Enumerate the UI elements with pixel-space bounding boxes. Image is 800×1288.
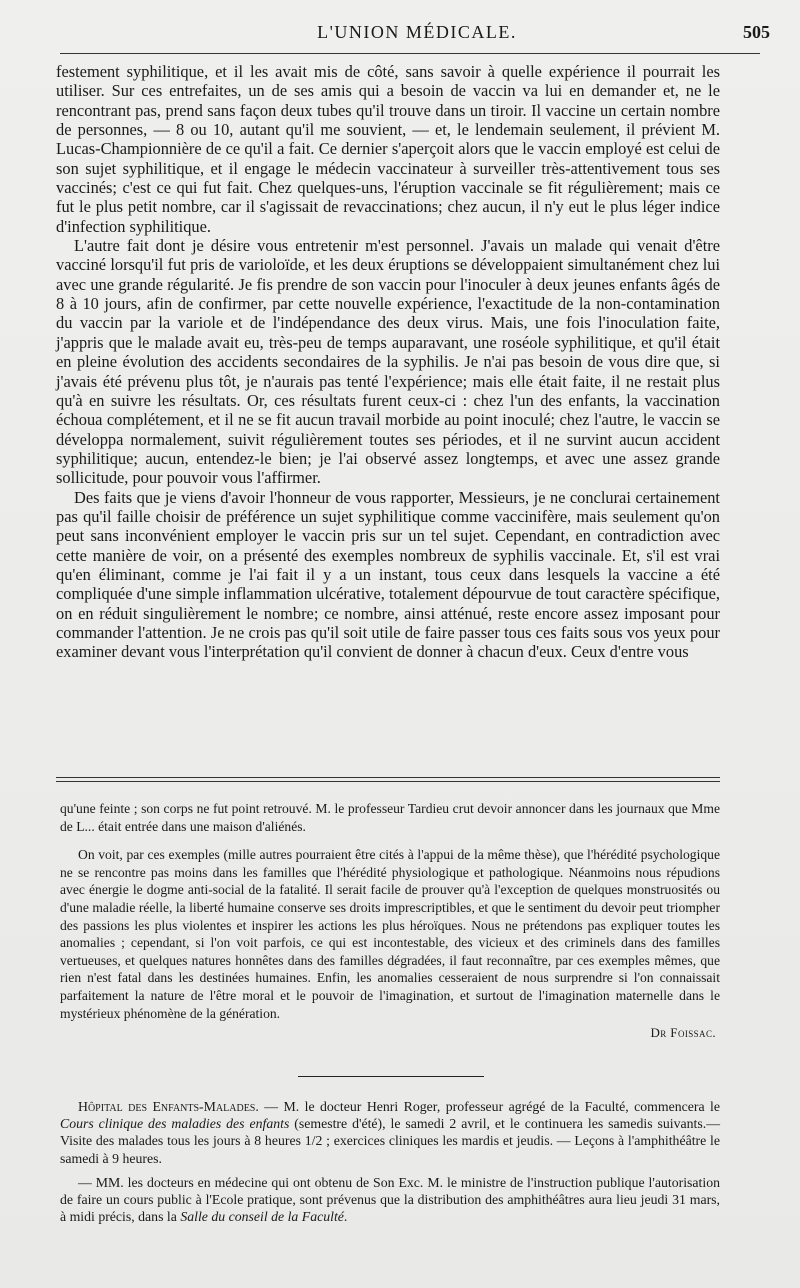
notice-mm-place: Salle du conseil de la Faculté: [180, 1209, 344, 1225]
footnote-paragraph-1: qu'une feinte ; son corps ne fut point retrouvé. M. le professeur Tardieu crut devoir annoncer dans les journaux que Mme de L... était entrée dans une maison d'aliénés.: [60, 801, 720, 834]
page-header: [56, 18, 778, 48]
notice-hopital-text-1: — M. le docteur Henri Roger, professeur agrégé de la Faculté, commencera le: [258, 1099, 720, 1114]
main-paragraph-2: L'autre fait dont je désire vous entretenir m'est personnel. J'avais un malade qui venait d'être vacciné lorsqu'il fut pris de varioloïde, et les deux éruptions se développaient simultanément chez lui avec une grande régularité. Je fis prendre de son vaccin pour l'inoculer à deux jeunes enfants âgés de 8 à 10 jours, afin de confirmer, par cette nouvelle expérience, l'exactitude de la non-contamination du vaccin par la variole et de l'indépendance des deux virus. Mais, une fois l'inoculation faite, j'appris que le malade avait eu, très-peu de temps auparavant, une roséole syphilitique, et qu'il était en pleine évolution des accidents secondaires de la syphilis. Je n'ai pas besoin de vous dire que, si j'avais été prévenu plus tôt, je n'aurais pas tenté l'expérience; mais elle était faite, il ne restait plus qu'à en suivre les résultats. Or, ces résultats furent ceux-ci : chez l'un des enfants, la vaccination échoua complétement, et il ne se fit aucun travail morbide au point inoculé; chez l'autre, le vaccin se développa normalement, suivit régulièrement toutes ses périodes, et il ne survint aucun accident syphilitique; aucun, entendez-le bien; je l'ai observé assez longtemps, et avec une assez grande sollicitude, pour pouvoir vous l'affirmer.: [56, 236, 720, 488]
notice-mm-text: — MM. les docteurs en médecine qui ont obtenu de Son Exc. M. le ministre de l'instruction publique l'autorisation de faire un cours public à l'Ecole pratique, sont prévenus que la distribution des amphithéâtres aura lieu jeudi 31 mars, à midi précis, dans la: [60, 1174, 720, 1225]
notice-hopital-title: Hôpital des Enfants-Malades.: [78, 1099, 259, 1114]
footnote-paragraph-2: On voit, par ces exemples (mille autres pourraient être cités à l'appui de la même thèse), que l'hérédité psychologique ne se rencontre pas moins dans les familles que l'hérédité physiologique et pathologique. Néanmoins nous répudions avec énergie le dogme anti-social de la fatalité. Il serait facile de prouver qu'à l'exception de quelques monstruosités ou d'une maladie réelle, la liberté humaine conserve ses droits imprescriptibles, et que le sentiment du devoir peut triompher des passions les plus violentes et inspirer les actions les plus héroïques. Nous ne prétendons pas expliquer toutes les anomalies ; cependant, si l'on voit parfois, ce qui est incontestable, des vicieux et des criminels dans des familles vertueuses, et quelques natures honnêtes dans des familles dégradées, il faut reconnaître, par ces exemples mêmes, que rien n'est fatal dans les destinées humaines. Enfin, les anomalies cesseraient de nous surprendre si l'on connaissait parfaitement la nature de l'être moral et le pouvoir de l'imagination, et surtout de l'imagination maternelle dans le mystérieux phénomène de la génération.: [60, 847, 720, 1021]
page-number: 505: [743, 22, 770, 42]
notice-amphitheatres: [60, 1174, 720, 1226]
notice-hopital-course: Cours clinique des maladies des enfants: [60, 1116, 290, 1132]
main-paragraph-1: festement syphilitique, et il les avait mis de côté, sans savoir à quelle expérience il pourrait les utiliser. Sur ces entrefaites, un de ses amis qui a besoin de vaccin va lui en demander et, ne le rencontrant pas, prend sans façon deux tubes qu'il trouve dans un tiroir. Il vaccine un certain nombre de personnes, — 8 ou 10, autant qu'il me souvient, — et, le lendemain seulement, il prévient M. Lucas-Championnière de ce qu'il a fait. Ce dernier s'aperçoit alors que le vaccin employé est celui de son sujet syphilitique, et il engage le médecin vaccinateur à surveiller très-attentivement tous ses vaccinés; c'est ce qui fut fait. Chez quelques-uns, l'éruption vaccinale se fit régulièrement; mais ce fut le plus petit nombre, car il s'agissait de revaccinations; chez aucun, il n'y eut le plus léger indice d'infection syphilitique.: [56, 62, 720, 236]
main-paragraph-3: Des faits que je viens d'avoir l'honneur de vous rapporter, Messieurs, je ne conclurai certainement pas qu'il faille choisir de préférence un sujet syphilitique comme vaccinifère, mais seulement qu'on peut sans inconvénient employer le vaccin pris sur un tel sujet. Cependant, en contradiction avec cette manière de voir, on a présenté des exemples nombreux de syphilis vaccinale. Et, s'il est vrai qu'en éliminant, comme je l'ai fait il y a un instant, tous ceux dans lesquels la vaccine a été compliquée d'une simple inflammation ulcérative, totalement dépourvue de tout caractère spécifique, on en réduit singulièrement le nombre; ce nombre, ainsi atténué, reste encore assez imposant pour commander l'attention. Je ne crois pas qu'il soit utile de faire passer tous ces faits sous vos yeux pour examiner devant vous l'interprétation qu'il convient de donner à chacun d'eux. Ceux d'entre vous: [56, 487, 720, 662]
section-rule: [298, 1076, 484, 1077]
notice-hopital: [60, 1098, 720, 1167]
notices: [60, 1098, 720, 1225]
notice-mm-end: .: [343, 1209, 348, 1225]
notice-hopital-text-2: (semestre d'été), le samedi 2 avril, et le continuera les samedis suivants.—Visite des malades tous les jours à 8 heures 1/2 ; exercices cliniques les mardis et jeudis. — Leçons à l'amphithéâtre le samedi à 9 heures.: [60, 1116, 720, 1166]
signature: Dr Foissac.: [650, 1025, 716, 1041]
footnote: [60, 800, 720, 1042]
running-title: L'UNION MÉDICALE.: [317, 22, 517, 42]
header-rule: [60, 53, 760, 54]
main-text: [56, 62, 720, 662]
footnote-separator: [56, 777, 720, 782]
